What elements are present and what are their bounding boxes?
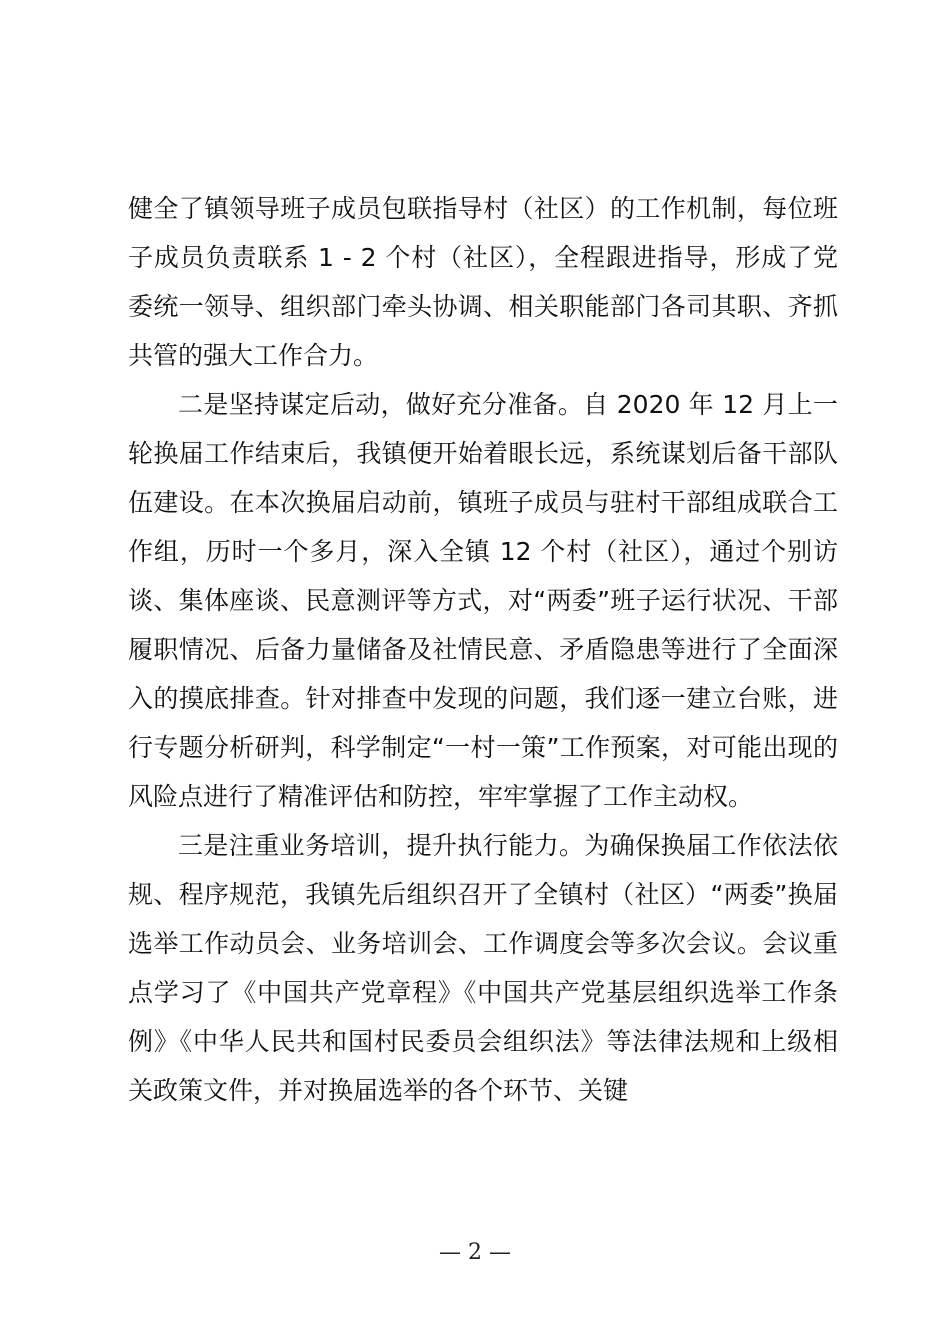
page-number: — 2 — [439,1240,511,1265]
paragraph-preparation: 二是坚持谋定后动，做好充分准备。自 2020 年 12 月上一轮换届工作结束后，我镇便开始着眼长远，系统谋划后备干部队伍建设。在本次换届启动前，镇班子成员与驻村干部组成联合工作组，历时一个多月，深入全镇 12 个村（社区），通过个别访谈、集体座谈、民意测评等方式，对“两委”班子运行状况、干部履职情况、后备力量储备及社情民意、矛盾隐患等进行了全面深入的摸底排查。针对排查中发现的问题，我们逐一建立台账，进行专题分析研判，科学制定“一村一策”工作预案，对可能出现的风险点进行了精准评估和防控，牢牢掌握了工作主动权。 [128,390,838,811]
paragraph-training: 三是注重业务培训，提升执行能力。为确保换届工作依法依规、程序规范，我镇先后组织召开了全镇村（社区）“两委”换届选举工作动员会、业务培训会、工作调度会等多次会议。会议重点学习了《中国共产党章程》《中国共产党基层组织选举工作条例》《中华人民共和国村民委员会组织法》等法律法规和上级相关政策文件，并对换届选举的各个环节、关键 [128,831,838,1105]
document-body [128,184,838,1115]
paragraph-continued: 健全了镇领导班子成员包联指导村（社区）的工作机制，每位班子成员负责联系 1 - 2 个村（社区），全程跟进指导，形成了党委统一领导、组织部门牵头协调、相关职能部门各司其职、齐抓共管的强大工作合力。 [128,194,838,370]
